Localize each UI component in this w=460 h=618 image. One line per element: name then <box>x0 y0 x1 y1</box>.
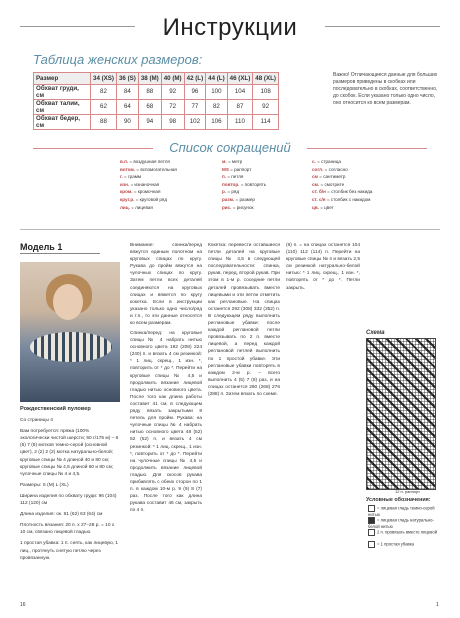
size-cell: 94 <box>138 114 161 129</box>
size-col-header: 44 (L) <box>206 73 228 85</box>
size-cell: 98 <box>161 114 184 129</box>
size-table <box>33 72 279 130</box>
legend-item: = 1 простая убавка <box>368 541 438 548</box>
legend-title: Условные обозначения: <box>366 497 431 503</box>
size-cell: 87 <box>227 99 253 114</box>
legend-item: = лицевая гладь натурально-белой нитью <box>368 517 434 529</box>
abbr-item: круг.р. = круговой ряд <box>120 196 168 202</box>
size-col-header: 36 (S) <box>116 73 138 85</box>
size-cell: 106 <box>206 114 228 129</box>
model-gauge: Плотность вязания: 20 п. х 27–28 р. = 10 х 10 см, связано лицевой гладью. <box>20 523 115 536</box>
abbr-item: ст. б/н = столбик без накида <box>312 189 373 195</box>
size-cell: 64 <box>116 99 138 114</box>
size-cell: 72 <box>161 99 184 114</box>
repeat-label: 12 п. раппорт <box>395 489 420 494</box>
instructions-column-2: Спинка/перед: на круговые спицы № 4 набрать нитью основного цвета 192 (208) 224 (240) п. и вязать 4 см резинкой: * 1 лиц. скрещ., 1 изн. *, повторить от * до *. Перейти на круговые спицы № 4,5 и продолжить вязание лицевой гладью нитью основного цвета. После того как длина работы составит 41 см, в следующем ряду вязать закрытыми 8 петель для пройм. Рукава: на чулочные спицы № 4 набрать нитью основного цвета 48 (52) 52 (52) п. и вязать 4 см резинкой: * 1 лиц. скрещ., 1 изн. *, повторить от * до *. Перейти на чулочные спицы № 4,5 и продолжить вязание лицевой гладью. Для скосов рукава прибавлять с обеих сторон по 1 п. в каждом 10-м р. 9 (9) 8 (7) раз. После того как длина рукава составит 46 см, закрыть по 4 п. <box>130 331 202 514</box>
size-cell: 104 <box>227 84 253 99</box>
legend-item: 2 п. провязать вместе лицевой <box>368 529 438 536</box>
abbr-item: см = сантиметр <box>312 174 346 180</box>
size-cell: 100 <box>206 84 228 99</box>
abbr-item: в.п. = воздушная петля <box>120 159 170 164</box>
abbreviations-title: Список сокращений <box>169 140 291 155</box>
size-cell: 92 <box>161 84 184 99</box>
photo-sweater-yoke <box>30 332 112 362</box>
abbr-item: разм. = размер <box>222 196 255 202</box>
size-cell: 88 <box>138 84 161 99</box>
abbr-column-3 <box>312 158 372 211</box>
model-sizes: Размеры: S (M) L (XL) <box>20 482 69 488</box>
abbr-item: п. = петля <box>222 174 244 180</box>
size-table-row <box>34 114 279 129</box>
page-number-right: 1 <box>436 602 439 608</box>
size-cell: 110 <box>227 114 253 129</box>
abbr-item: изн. = изнаночная <box>120 181 160 187</box>
model-materials: Вам потребуется: пряжа (100% экологически чистой шерсти; 50 г/175 м) – 6 (6) 7 (8) мотков темно-серой (основной цвет), 2 (2) 2 (2) мотка натурально-белой; круговые спицы № 4 длиной 40 и 80 см; круговые спицы № 4,5 длиной 60 и 80 см; чулочные спицы № 4 и 4,5. <box>20 429 119 477</box>
abbr-item: MS = раппорт <box>222 166 252 172</box>
size-cell: 92 <box>253 99 279 114</box>
size-col-header: 48 (XL) <box>253 73 279 85</box>
size-cell: 82 <box>206 99 228 114</box>
dark-grey-swatch-icon <box>368 505 375 512</box>
size-table-header <box>34 73 279 85</box>
sizes-subtitle: Таблица женских размеров: <box>33 52 203 67</box>
instructions-column-4: (6) п. = на спицах останется 104 (110) 112 (114) п. Перейти на круговые спицы № 4 и вязать 2,5 см резинкой натурально-белой нитью: * 1 лиц. скрещ., 1 изн. *, повторять от * до *. Петли закрыть. <box>286 243 360 291</box>
size-table-row <box>34 84 279 99</box>
size-cell: 68 <box>138 99 161 114</box>
abbr-item: согл. = согласно <box>312 166 348 172</box>
size-cell: 88 <box>91 114 117 129</box>
model-title-rule <box>20 253 100 254</box>
abbr-item: повтор. = повторять <box>222 181 267 187</box>
knitting-chart <box>366 338 436 490</box>
abbr-item: р. = ряд <box>222 189 240 195</box>
simple-decrease-icon <box>368 541 375 548</box>
abbr-item: рис. = рисунок <box>222 204 254 210</box>
size-row-label: Обхват груди, см <box>34 84 91 99</box>
abbr-item: ст. с/н = столбик с накидом <box>312 196 371 202</box>
title-rule-right <box>325 26 440 27</box>
model-pattern1: 1 простая убавка: 1 п. снять, как лицевую, 1 лиц., протянуть снятую петлю через провязанную. <box>20 541 119 561</box>
page-title: Инструкции <box>162 14 298 41</box>
section-divider <box>20 229 440 230</box>
model-name: Рождественский пуловер <box>20 406 91 412</box>
model-title: Модель 1 <box>20 242 63 252</box>
knit-two-together-icon <box>368 529 375 536</box>
instructions-column-3: Кокетка: перевести оставшиеся петли деталей на круговые спицы № 4,5 в следующей последовательности: спинка, рукав, перед, второй рукав. При этом в 1-м р. соседние петли деталей провязывать вместе лицевыми и эти петли отметить как реглановые. На спицах останется 292 (308) 332 (352) п. В следующем ряду выполнить реглановые убавки: после каждой реглановой петли провязывать по 2 п. вместе лицевой, а перед каждой реглановой петлей выполнить по 1 простой убавке. Эти реглановые убавки повторять в каждом 2-м р. – всего выполнить 4 (5) 7 (8) раз, и на спицах останется 260 (268) 276 (288) п. Затем вязать по схеме. <box>208 243 280 397</box>
abbr-rule-right <box>307 148 427 149</box>
abbr-item: вотом. = вспомогательная <box>120 166 177 172</box>
model-details <box>20 406 120 566</box>
abbr-item: см. = смотрите <box>312 181 345 187</box>
model-length: Длина изделия: ок. 61 (62) 63 (64) см <box>20 512 103 518</box>
schema-title: Схема <box>366 330 385 336</box>
size-row-label: Обхват бедер, см <box>34 114 91 129</box>
size-note: Важно! Отличающиеся данные для больших размеров приведены в скобках или последовательно в скобках, соответственно, до скобок. Если указано только одно число, оно относится ко всем размерам. <box>333 72 438 106</box>
size-cell: 84 <box>116 84 138 99</box>
size-col-header: 46 (XL) <box>227 73 253 85</box>
attention-column: Внимание: спинка/перед вяжутся единым полотном на круговых спицах по кругу. Рукава до пройм вяжутся на чулочных спицах по кругу. Затем петли всех деталей соединяются на круговых спицах и вяжется по кругу кокетка. Если в инструкции указано только одно число/ряд и т.п., то эти данные относятся ко всем размерам. <box>130 243 202 327</box>
abbr-item: цв. = цвет <box>312 204 334 210</box>
legend-item: = лицевая гладь темно-серой нитью <box>368 505 435 517</box>
page-number-left: 16 <box>20 602 26 608</box>
abbr-item: лиц. = лицевая <box>120 204 153 210</box>
photo-face <box>53 284 83 320</box>
size-col-header: 40 (M) <box>161 73 184 85</box>
size-row-label: Обхват талии, см <box>34 99 91 114</box>
size-cell: 96 <box>184 84 206 99</box>
size-cell: 77 <box>184 99 206 114</box>
size-col-header: Размер <box>34 73 91 85</box>
abbr-item: г. = грамм <box>120 174 142 180</box>
size-cell: 114 <box>253 114 279 129</box>
size-cell: 82 <box>91 84 117 99</box>
size-cell: 102 <box>184 114 206 129</box>
model-chest: Ширина изделия по обхвату груди: 96 (104) 112 (120) см <box>20 493 117 507</box>
natural-white-swatch-icon <box>368 517 375 524</box>
abbr-item: с. = страница <box>312 159 341 164</box>
model-page-ref: Со страницы 4 <box>20 418 53 424</box>
model-photo <box>20 262 120 402</box>
size-col-header: 38 (M) <box>138 73 161 85</box>
size-table-row <box>34 99 279 114</box>
abbr-item: м. = метр <box>222 159 243 164</box>
abbr-item: кром. = кромочная <box>120 189 161 195</box>
size-cell: 90 <box>116 114 138 129</box>
size-col-header: 42 (L) <box>184 73 206 85</box>
abbr-column-2 <box>222 158 266 211</box>
size-cell: 108 <box>253 84 279 99</box>
abbr-column-1 <box>120 158 177 211</box>
size-cell: 62 <box>91 99 117 114</box>
size-col-header: 34 (XS) <box>91 73 117 85</box>
